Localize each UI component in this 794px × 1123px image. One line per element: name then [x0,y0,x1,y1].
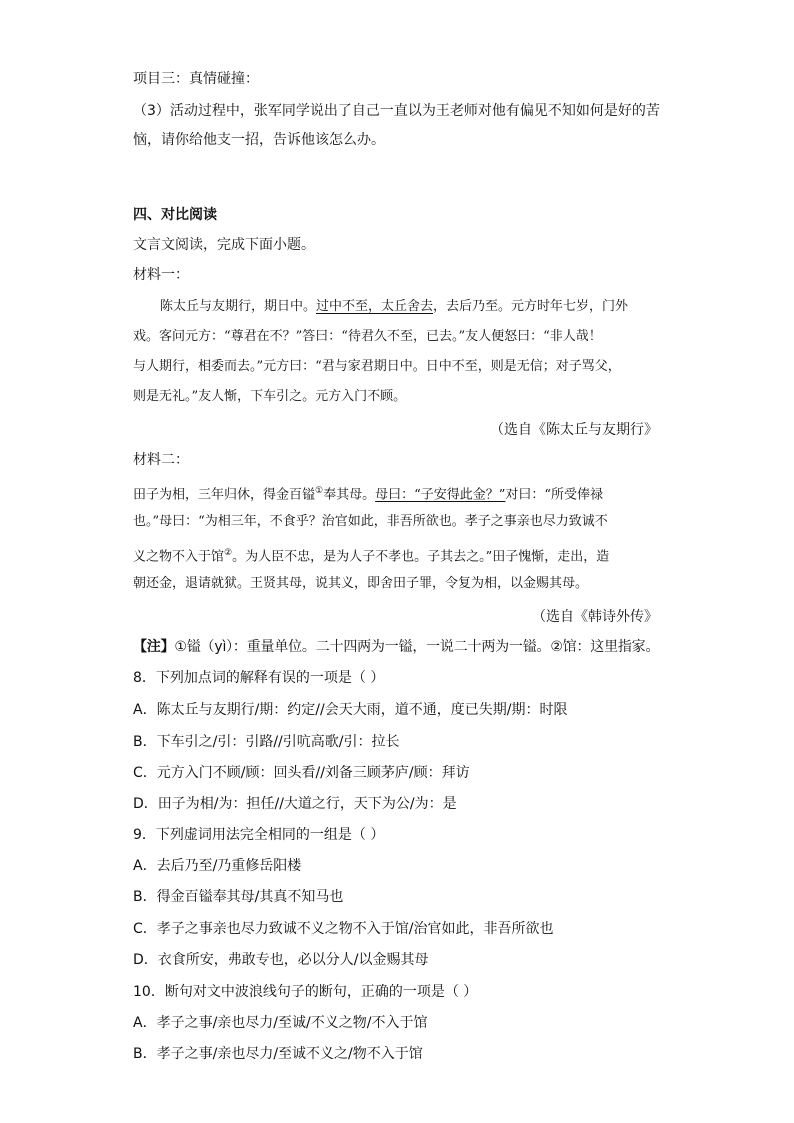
question-9-option-b: B．得金百镒奉其母/其真不知马也 [133,889,344,905]
question-10-stem: 10．断句对文中波浪线句子的断句，正确的一项是（ ） [133,984,478,1000]
question-10-option-a: A．孝子之事/亲也尽力/至诚/不义之物/不入于馆 [133,1015,428,1031]
material-2-line-2: 也。”母曰：“为相三年，不食乎？治官如此，非吾所欲也。孝子之事亲也尽力致诚不 [133,514,608,529]
text-span: 奉其母。 [323,487,376,503]
note-text: ①镒（yì）：重量单位。二十四两为一镒，一说二十两为一镒。②馆：这里指家。 [174,639,660,655]
question-3-line-2: 恼，请你给他支一招，告诉他该怎么办。 [133,132,385,148]
text-span: ，去后乃至。元方时年七岁，门外 [433,299,629,314]
question-9-stem: 9．下列虚词用法完全相同的一组是（ ） [133,827,385,843]
text-span: 陈太丘与友期行，期日中。 [160,299,317,314]
note-label: 【注】 [133,639,175,655]
material-2-line-4: 朝还金，退请就狱。王贤其母，说其义，即舍田子罪，令复为相，以金赐其母。 [133,576,589,591]
question-9-option-d: D．衣食所安，弗敢专也，必以分人/以金赐其母 [133,952,429,968]
material-1-line-4: 则是无礼。”友人惭，下车引之。元方入门不顾。 [133,389,407,404]
question-8-stem: 8．下列加点词的解释有误的一项是（ ） [133,670,385,686]
question-10-option-b: B．孝子之事/亲也尽力/至诚不义之/物不入于馆 [133,1046,423,1062]
section-title: 项目三：真情碰撞： [133,71,259,87]
instruction: 文言文阅读，完成下面小题。 [133,237,315,253]
text-span: 。为人臣不忠，是为人子不孝也。子其去之。”田子愧惭，走出，造 [232,549,610,565]
question-8-option-d: D．田子为相/为：担任//大道之行，天下为公/为：是 [133,796,457,812]
text-span: 田子为相，三年归休，得金百镒 [133,487,316,503]
underlined-text: 母曰：“子安得此金？” [375,487,506,503]
underlined-text: 过中不至，太丘舍去 [316,299,434,314]
question-3-line-1: （3）活动过程中，张军同学说出了自己一直以为王老师对他有偏见不知如何是好的苦 [133,103,660,119]
material-1-line-1 [160,296,700,318]
material-2-line-3 [133,542,673,568]
question-9-option-c: C．孝子之事亲也尽力致诚不义之物不入于馆/治官如此，非吾所欲也 [133,921,554,937]
material-1-label: 材料一： [133,267,189,283]
material-1-line-2: 戏。客问元方：“尊君在不？”答曰：“待君久不至，已去。”友人便怒曰：“非人哉！ [133,329,602,344]
material-1-source: （选自《陈太丘与友期行》 [490,422,658,438]
question-9-option-a: A．去后乃至/乃重修岳阳楼 [133,858,302,874]
question-8-option-b: B．下车引之/引：引路//引吭高歌/引：拉长 [133,734,400,750]
text-span: 对曰：“所受俸禄 [505,487,604,503]
material-2-source: （选自《韩诗外传》 [532,609,658,625]
annotation-note [133,636,673,658]
text-span: 义之物不入于馆 [133,549,225,565]
section-heading: 四、对比阅读 [133,207,217,223]
question-8-option-c: C．元方入门不顾/顾：回头看//刘备三顾茅庐/顾：拜访 [133,765,470,781]
question-8-option-a: A．陈太丘与友期行/期：约定//会天大雨，道不通，度已失期/期：时限 [133,702,568,718]
material-2-line-1 [133,480,673,506]
footnote-marker: ② [224,548,233,558]
material-1-line-3: 与人期行，相委而去。”元方曰：“君与家君期日中。日中不至，则是无信；对子骂父， [133,359,621,374]
footnote-marker: ① [315,486,324,496]
material-2-label: 材料二： [133,452,189,468]
